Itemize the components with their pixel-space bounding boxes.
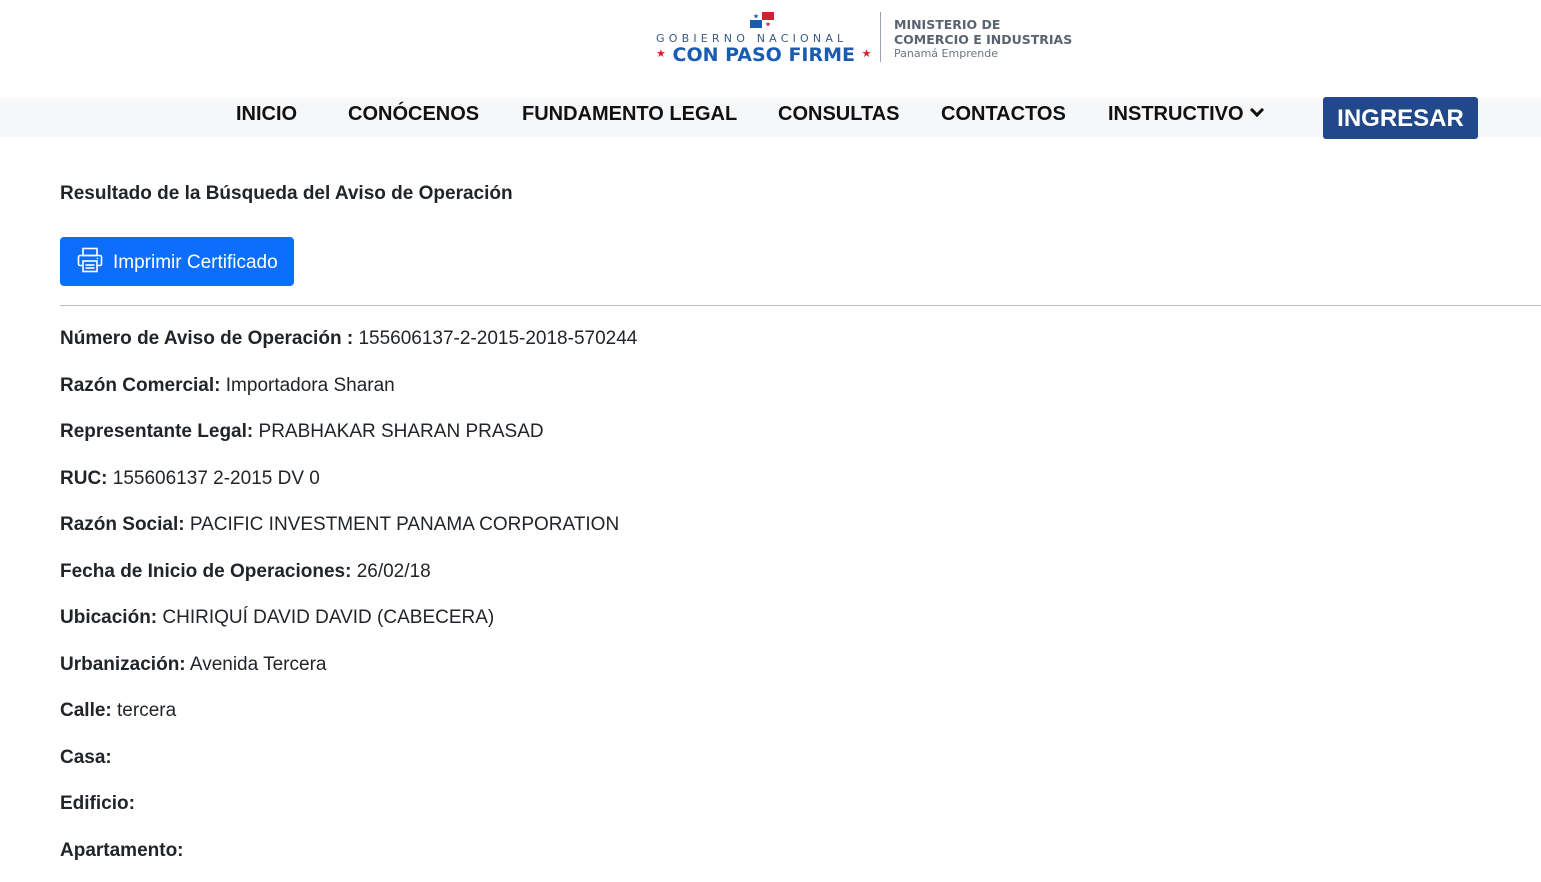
ministry-line1: MINISTERIO DE [894,17,1001,32]
field-casa [60,747,112,769]
field-numero-aviso [60,328,637,350]
page-title: Resultado de la Búsqueda del Aviso de Operación [60,183,513,204]
field-label: Representante Legal: [60,421,254,442]
star-icon: ★ [656,47,666,60]
field-razon-social [60,514,619,536]
nav-item-consultas[interactable]: CONSULTAS [778,103,900,125]
field-ruc [60,468,320,490]
field-value: 155606137-2-2015-2018-570244 [358,328,638,349]
main-navbar [0,98,1541,137]
nav-item-conocenos[interactable]: CONÓCENOS [348,103,480,125]
nav-item-fundamento-legal[interactable]: FUNDAMENTO LEGAL [522,103,738,125]
field-calle [60,700,176,722]
print-certificate-label: Imprimir Certificado [113,252,278,273]
gov-logo-slogan: CON PASO FIRME [672,44,856,66]
field-label: Calle: [60,700,112,721]
field-label: Casa: [60,747,112,768]
field-edificio [60,793,135,815]
logo-divider [880,12,881,62]
site-header [0,0,1541,98]
field-value: PACIFIC INVESTMENT PANAMA CORPORATION [189,514,620,535]
ministry-logo[interactable] [894,17,1094,60]
printer-icon [76,246,104,274]
field-value: Avenida Tercera [189,654,327,675]
field-label: Número de Aviso de Operación : [60,328,354,349]
field-label: RUC: [60,468,108,489]
nav-item-instructivo[interactable] [1108,103,1262,126]
field-value: tercera [117,700,177,721]
chevron-down-icon [1249,103,1263,117]
login-button[interactable]: INGRESAR [1323,97,1478,139]
field-urbanizacion [60,654,326,676]
nav-item-instructivo-label: INSTRUCTIVO [1108,103,1244,125]
panama-flag-icon [750,12,774,28]
field-label: Fecha de Inicio de Operaciones: [60,561,352,582]
field-label: Ubicación: [60,607,158,628]
print-certificate-button[interactable] [60,237,294,286]
field-value: PRABHAKAR SHARAN PRASAD [258,421,544,442]
nav-item-inicio[interactable]: INICIO [236,103,298,125]
field-value: CHIRIQUÍ DAVID DAVID (CABECERA) [162,607,495,628]
field-apartamento [60,840,184,862]
field-value: 26/02/18 [356,561,431,582]
ministry-line3: Panamá Emprende [894,47,998,60]
field-representante-legal [60,421,544,443]
gobierno-nacional-logo[interactable] [656,10,872,66]
field-value: Importadora Sharan [225,375,395,396]
gov-logo-line2 [656,44,872,66]
star-icon: ★ [861,47,872,60]
content-divider [60,305,1541,306]
field-label: Edificio: [60,793,135,814]
field-label: Razón Social: [60,514,185,535]
field-value: 155606137 2-2015 DV 0 [112,468,320,489]
field-label: Urbanización: [60,654,186,675]
field-fecha-inicio [60,561,431,583]
field-ubicacion [60,607,494,629]
gov-logo-line1: GOBIERNO NACIONAL [656,32,848,45]
field-label: Razón Comercial: [60,375,221,396]
field-razon-comercial [60,375,395,397]
field-label: Apartamento: [60,840,184,861]
ministry-line2: COMERCIO E INDUSTRIAS [894,32,1073,47]
nav-item-contactos[interactable]: CONTACTOS [941,103,1066,125]
